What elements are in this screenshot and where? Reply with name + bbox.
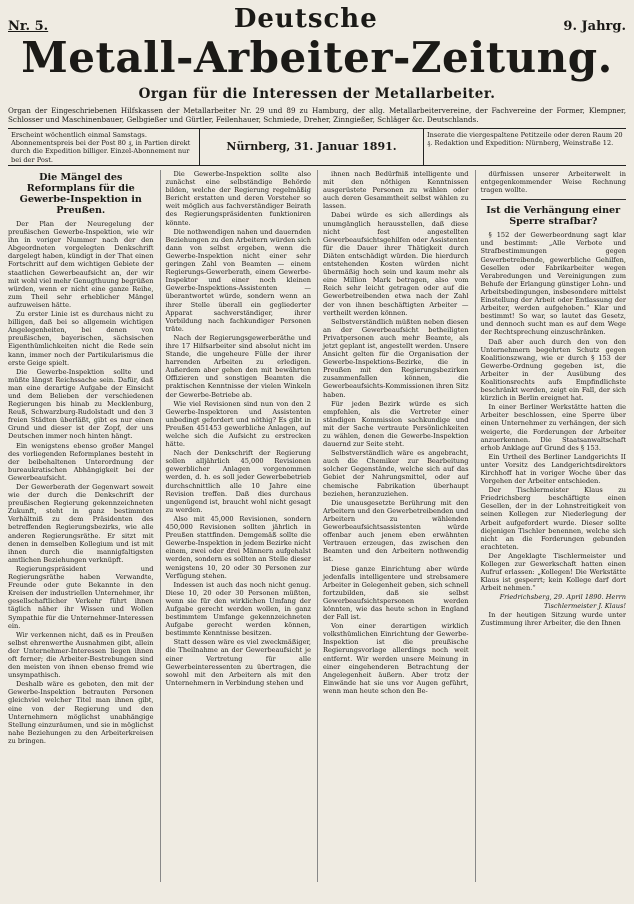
paragraph: Die nothwendigen nahen und dauernden Beziehungen zu den Arbeitern würden sich dann von selbst ergeben, wenn die Gewerbe-Inspektion nicht einer sehr geringen Zahl von Beamten — einem Regierungs-Gewerberath, einem Gewerbe-Inspektor und einer noch kleinen Gewerbe-Inspektions-Assistenten — überantwortet würde, sondern wenn an ihrer Stelle überall ein gegliederter Apparat sachverständiger, ihrer Vorbildung nach fachkundiger Personen träte. — [165, 227, 311, 333]
paragraph: Zu erster Linie ist es durchaus nicht zu billigen, daß bei so allgemein wichtigen Angelegenheiten, bei denen von preußischen, bayerischen, sächsischen Eigenthümlichkeiten nicht die Rede sein kann, immer noch der Partikularismus die erste Geige spielt. — [8, 310, 154, 367]
article-columns — [8, 170, 626, 882]
column-4-body-2 — [481, 231, 627, 592]
second-headline: Ist die Verhängung einer Sperre strafbar? — [486, 205, 621, 228]
column-1-body — [8, 220, 154, 745]
paragraph: Selbstverständlich müßten neben diesen an der Gewerbeaufsicht betheiligten Privatpersonen auch mehr Beamte, als jetzt geplant ist, angestellt werden. Unsere Ansicht gelten für die Organisation der Gewerbe-Inspektions-Bezirke, die in Preußen mit den Regierungsbezirken zusammenfallen können, die Gewerbeaufsichts-Kommissionen ihren Sitz haben. — [323, 317, 469, 399]
column-3-body — [323, 170, 469, 695]
newspaper-page — [8, 4, 626, 896]
paragraph: Nach der Regierungsgewerberäthe und ihre 17 Hilfsarbeiter sind absolut nicht im Stande, die ungeheure Fülle der ihrer harrenden Arbeiten zu erledigen. Außerdem aber gehen den mit bewährten Offizieren und sonstigen Beamten die praktischen Kenntnisse der vielen Winkeln der Gewerbe-Betriebe ab. — [165, 333, 311, 399]
paragraph: Daß aber auch durch den von den Unternehmern begehrten Schutz gegen Koalitionszwang, wie er durch § 153 der Gewerbe-Ordnung gegeben ist, die Arbeiter in der Ausübung des Koalitionsrechts aufs Empfindlichste beschränkt werden, zeigt ein Fall, der sich kürzlich in Berlin ereignet hat. — [480, 337, 626, 403]
info-bar — [8, 128, 626, 166]
letter-signature: Friedrichsberg, 29. April 1890. Herrn Tischlermeister J. Klaus! — [499, 593, 626, 610]
subtitle: Organ für die Interessen der Metallarbeiter. — [138, 86, 496, 102]
paragraph: Nach der Denkschrift der Regierung sollen alljährlich 45,000 Revisionen gewerblicher Anlagen vorgenommen werden, d. h. es soll jeder Gewerbebetrieb durchschnittlich alle 10 Jahre eine Revision treffen. Daß dies durchaus ungenügend ist, braucht wohl nicht gesagt zu werden. — [165, 449, 311, 514]
date-line: Nürnberg, 31. Januar 1891. — [200, 129, 424, 165]
paragraph: Regierungspräsident und Regierungsräthe haben Verwandte, Freunde oder gute Bekannte in den Kreisen der industriellen Unternehmer, ihr gesellschaftlicher Verkehr führt ihnen täglich näher ihr Wissen und Wollen Sympathie für die Unternehmer-Interessen ein. — [8, 564, 154, 630]
column-4-body — [481, 170, 627, 194]
subscription-info: Erscheint wöchentlich einmal Samstags. Abonnementspreis bei der Post 80 ₰, in Partien direkt durch die Expedition billiger. Einzel-Abonnement nur bei der Post. — [8, 129, 200, 165]
column-3 — [317, 170, 469, 882]
organ-line: Organ der Eingeschriebenen Hilfskassen der Metallarbeiter Nr. 29 und 89 zu Hamburg, der allg. Metallarbeitervereine, der Fachvereine der Former, Klempner, Schlosser und Maschinenbauer, Gelbgießer und Gürtler, Feilenhauer, Schmiede, Dreher, Zinngießer, Schläger &c. Deutschlands. — [8, 106, 626, 124]
paragraph: In einer Berliner Werkstätte hatten die Arbeiter beschlossen, eine Sperre über einen Unternehmer zu verhängen, der sich weigerte, die Forderungen der Arbeiter anzuerkennen. Die Staatsanwaltschaft erhob Anklage auf Grund des § 153. — [480, 403, 626, 452]
paragraph: Der Angeklagte Tischlermeister und Kollegen zur Gewerkschaft hatten einen Aufruf erlassen: „Kollegen! Die Werkstätte Klaus ist gesperrt; kein Kollege darf dort Arbeit nehmen.“ — [480, 551, 626, 593]
masthead-top-row — [8, 4, 626, 34]
paragraph: Wie viel Revisionen sind nun von den 2 Gewerbe-Inspektoren und Assistenten unbedingt gefordert und nöthig? Es gibt in Preußen 451453 gewerbliche Anlagen, auf welche sich die Aufsicht zu erstrecken hätte. — [165, 399, 311, 449]
issue-number: Nr. 5. — [8, 19, 49, 34]
paragraph: Statt dessen wäre es viel zweckmäßiger, die Theilnahme an der Gewerbeaufsicht je einer Vertretung für alle Gewerbeinteressenten zu übertragen, die sowohl mit den Arbeitern als mit den Unternehmern in Verbindung stehen und — [165, 638, 311, 687]
article-separator — [481, 199, 627, 200]
paragraph: Die Gewerbe-Inspektion sollte also zunächst eine selbständige Behörde bilden, welche der Regierung regelmäßig Bericht erstatten und deren Vorsteher so weit möglich aus fachverständiger Beirath des Regierungspräsidenten funktioniren könnte. — [165, 170, 311, 227]
paragraph: Die unausgesetzte Berührung mit den Arbeitern und den Gewerbetreibenden und Arbeitern zu wählenden Gewerbeaufsichtsassistenten würde offenbar auch jenem eben erwähnten Vertrauen erzeugen, das zwischen den Beamten und den Arbeitern nothwendig ist. — [323, 498, 469, 564]
paragraph: ihnen nach Bedürfniß intelligente und mit den nöthigen Kenntnissen ausgerüstete Personen zu wählen oder auch deren Gesammtheit selbst wählen zu lassen. — [323, 170, 469, 211]
year-label: 9. Jahrg. — [563, 19, 626, 34]
paragraph: Wir verkennen nicht, daß es in Preußen selbst ehrenwerthe Ausnahmen gibt, allein der Unternehmer-Interessen liegen ihnen oft ferner; die Arbeiter-Bestrebungen sind den meisten von ihnen ebenso fremd wie unsympathisch. — [8, 630, 154, 680]
paragraph: Indessen ist auch das noch nicht genug. Diese 10, 20 oder 30 Personen müßten, wenn sie für den wirklichen Umfang der Aufgabe gerecht werden wollen, in ganz bestimmtem Umfange gekennzeichneten Aufgabe gerecht werden können, bestimmte Kenntnisse besitzen. — [165, 580, 311, 638]
paragraph: Also mit 45,000 Revisionen, sondern 450,000 Revisionen sollten jährlich in Preußen stattfinden. Demgemäß sollte die Gewerbe-Inspektion in jedem Bezirke nicht einem, zwei oder drei Männern aufgehalst werden, sondern es sollten an Stelle dieser wenigstens 10, 20 oder 30 Personen zur Verfügung stehen. — [165, 514, 311, 580]
paragraph: Der Gewerberath der Gegenwart soweit wie der durch die Denkschrift der preußischen Regierung gekennzeichneten Zukunft, steht in ganz bestimmten Verhältniß zu dem Präsidenten des betreffenden Regierungsbezirks, wie alle anderen Regierungsräthe. Er sitzt mit denen in demselben Kollegium und ist mit ihnen durch die mannigfaltigsten amtlichen Beziehungen verknüpft. — [8, 483, 154, 564]
masthead-top: Deutsche — [233, 4, 378, 34]
advertising-info: Inserate die viergespaltene Petitzeile oder deren Raum 20 ₰. Redaktion und Expedition: Nürnberg, Weinstraße 12. — [427, 131, 623, 148]
paragraph: Von einer derartigen wirklich volksthümlichen Einrichtung der Gewerbe-Inspektion ist die preußische Regierungsvorlage allerdings noch weit entfernt. Wir werden unsere Meinung in einer eingehenderen Betrachtung der Angelegenheit äußern. Aber trotz der Einwände hat sie uns vor Augen geführt, wenn man heute schon den Be- — [323, 622, 469, 695]
column-1 — [8, 170, 154, 882]
paragraph: Diese ganze Einrichtung aber würde jedenfalls intelligentere und strebsamere Arbeiter in Gelegenheit geben, sich schnell fortzubilden, daß sie selbst Gewerbeaufsichtspersonen werden könnten, wie das heute schon in England der Fall ist. — [323, 564, 469, 622]
paragraph: Der Tischlermeister Klaus zu Friedrichsberg beschäftigte einen Gesellen, der in der Lohnstreitigkeit von seinen Kollegen zur Niederlegung der Arbeit aufgefordert wurde. Dieser sollte diejenigen Tischler benennen, welche sich nicht an die Forderungen gebunden erachteten. — [480, 486, 626, 551]
paragraph: Für jeden Bezirk würde es sich empfehlen, als die Vertreter einer ständigen Kommission sachkundige und mit der Sache vertraute Persönlichkeiten zu wählen, denen die Gewerbe-Inspektion dauernd zur Seite steht. — [323, 399, 469, 449]
paragraph: Dabei würde es sich allerdings als unumgänglich herausstellen, daß diese nicht fest angestellten Gewerbeaufsichtsgehilfen oder Assistenten für die Dauer ihrer Thätigkeit durch Diäten entschädigt würden. Die hierdurch entstehenden Kosten würden nicht übermäßig hoch sein und kaum mehr als eine Million Mark betragen, also vom Reich sehr leicht getragen oder auf die Gewerbetreibenden etwa nach der Zahl der von ihnen beschäftigten Arbeiter — vertheilt werden können. — [323, 211, 469, 317]
masthead-title: Metall-Arbeiter-Zeitung. — [21, 33, 613, 82]
paragraph: Ein wenigstens ebenso großer Mangel des vorliegenden Reformplanes besteht in der beibehaltenen Unterordnung der bureaukratischen Abhängigkeit bei der Gewerbeaufsicht. — [8, 441, 154, 482]
column-4 — [475, 170, 627, 882]
article-headline: Die Mängel des Reformplans für die Gewerbe-Inspektion in Preußen. — [19, 172, 142, 216]
paragraph: Ein Urtheil des Berliner Landgerichts II unter Vorsitz des Landgerichtsdirektors Kirchhoff hat in voriger Woche über das Vorgehen der Arbeiter entschieden. — [480, 452, 626, 486]
column-2-body — [166, 170, 312, 687]
paragraph: Der Plan der Neuregelung der preußischen Gewerbe-Inspektion, wie wir ihn in voriger Nummer nach der den Abgeordneten vorgelegten Denkschrift dargelegt haben, kündigt in der That einen Fortschritt auf dem wichtigen Gebiete der staatlichen Gewerbeaufsicht an, der wir mit wohl viel mehr Genugthuung begrüßen würden, wenn er nicht eine ganze Reihe, zum Theil sehr erheblicher Mängel aufzuweisen hätte. — [8, 220, 154, 309]
letter-closing: In der heutigen Sitzung wurde unter Zustimmung ihrer Arbeiter, die den Ihnen — [480, 610, 626, 627]
paragraph: Selbstverständlich wäre es angebracht, auch die Chemiker zur Bearbeitung solcher Gegenstände, welche sich auf das Gebiet der Nahrungsmittel, oder auf chemische Fabrikation überhaupt beziehen, heranzuziehen. — [323, 449, 469, 498]
column-2 — [160, 170, 312, 882]
paragraph: Deshalb wäre es geboten, den mit der Gewerbe-Inspektion betrauten Personen gleichviel welcher Titel man ihnen gibt, eine von der Regierung und den Unternehmern möglichst unabhängige Stellung einzuräumen, und sie in möglichst nahe Beziehungen zu den Arbeiterkreisen zu bringen. — [8, 680, 154, 745]
paragraph: dürfnissen unserer Arbeiterwelt in entgegenkommender Weise Rechnung tragen wollte. — [480, 170, 626, 195]
paragraph: Die Gewerbe-Inspektion sollte und müßte längst Reichssache sein. Dafür, daß man eine derartige Aufgabe der Einsicht und dem Belieben der verschiedenen Regierungen bis hinab zu Mecklenburg, Reuß, Schwarzburg-Rudolstadt und den 3 freien Städten überläßt, gibt es nur einen Grund und dieser ist der Zopf, der uns Deutschen immer noch hinten hängt. — [8, 367, 154, 441]
paragraph: § 152 der Gewerbeordnung sagt klar und bestimmt: „Alle Verbote und Strafbestimmungen gegen Gewerbetreibende, gewerbliche Gehilfen, Gesellen oder Fabrikarbeiter wegen Verabredungen und Vereinigungen zum Behufe der Erlangung günstiger Lohn- und Arbeitsbedingungen, insbesondere mittelst Einstellung der Arbeit oder Entlassung der Arbeiter, werden aufgehoben.“ Klar und bestimmt! So war, so lautet das Gesetz, und dennoch sucht man es auf dem Wege der Rechtsprechung einzuschränken. — [480, 231, 626, 337]
